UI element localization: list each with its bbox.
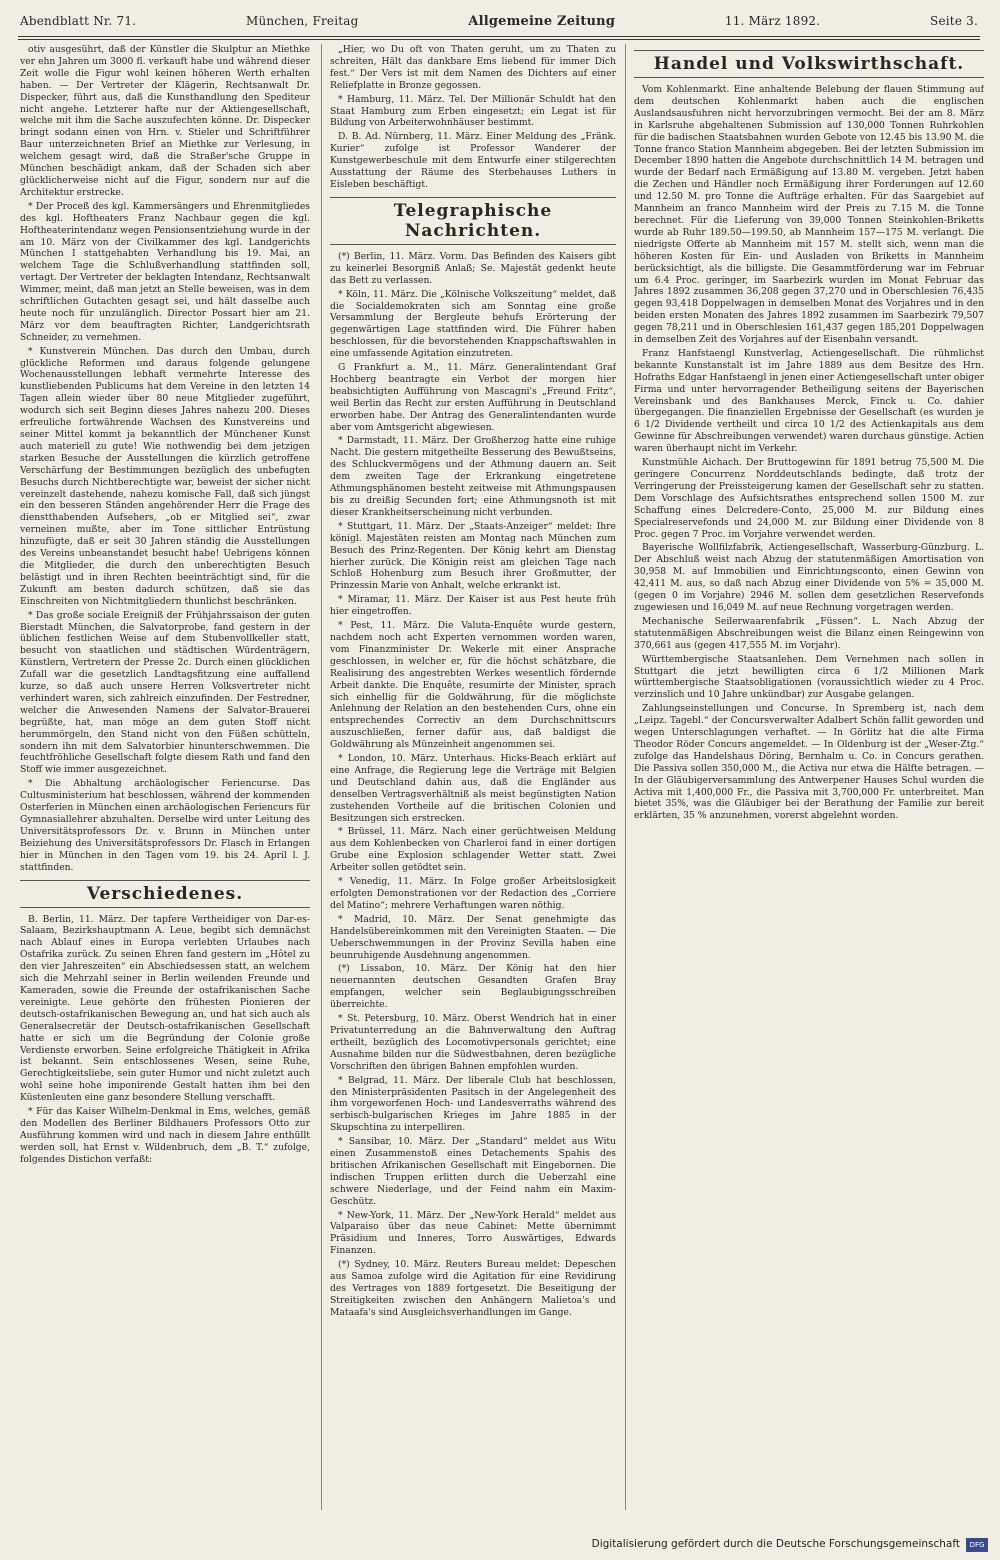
section-heading: Telegraphische Nachrichten. xyxy=(330,197,616,245)
column-divider xyxy=(321,44,322,1510)
header-rule-double xyxy=(18,39,980,40)
article-paragraph: * Sansibar, 10. März. Der „Standard“ meldet aus Witu einen Zusammenstoß eines Detachements Spahis des britischen Afrikanischen Gesellschaft mit Eingebornen. Die indischen Truppen erlitten durch die Ueberzahl eine schwere Niederlage, und der Feind nahm ein Maxim-Geschütz. xyxy=(330,1136,616,1207)
article-paragraph: „Hier, wo Du oft von Thaten geruht, um zu Thaten zu schreiten, Hält das dankbare Ems liebend für immer Dich fest.“ Der Vers ist mit dem Namen des Dichters auf einer Reliefplatte in Bronze gegossen. xyxy=(330,44,616,91)
article-paragraph: Kunstmühle Aichach. Der Bruttogewinn für 1891 betrug 75,500 M. Die geringere Concurrenz Norddeutschlands bedingte, daß trotz der Verringerung der Preissteigerung kamen der Gesellschaft sehr zu statten. Dem Vorschlage des Aufsichtsrathes entsprechend sollen 1500 M. zur Schaffung eines Delcredere-Conto, 25,000 M. zur Bildung eines Specialreservefonds und 24,000 M. zur Bildung einer Dividende von 8 Proc. gegen 7 Proc. im Vorjahre verwendet werden. xyxy=(634,457,984,540)
article-paragraph: Vom Kohlenmarkt. Eine anhaltende Belebung der flauen Stimmung auf dem deutschen Kohlenmarkt haben auch die englischen Auslandsausfuhren nicht hervorzubringen vermocht. Bei der am 8. März in Karlsruhe abgehaltenen Submission auf 130,000 Tonnen Ruhrkohlen für die badischen Staatsbahnen wurden Gebote von 12.45 bis 13.90 M. die Tonne franco Station Mannheim abgegeben. Bei der letzten Submission im December 1890 hatten die Angebote durchschnittlich 14 M. betragen und wurde der Bedarf nach Ermäßigung auf 13.80 M. vergeben. Jetzt haben die Zechen und Händler noch Ermäßigung ihrer Forderungen auf 12.60 und 12.50 M. pro Tonne die Aufträge erhalten. Für das Saargebiet auf Mannheim an franco Mannheim wird der Preis zu 7.15 M. die Tonne berechnet. Für die Lieferung von 39,000 Tonnen Steinkohlen-Briketts wurde ab Ruhr 189.50—199.50, ab Mannheim 157—175 M. verlangt. Die niedrigste Offerte ab Mannheim mit 157 M. stellt sich, wenn man die höheren Kosten für Ein- und Ausladen von Briketts in Mannheim berücksichtigt, als die billigste. Die Gesammtförderung war im Februar um 6.4 Proc. geringer, im Saarbezirk wurden im Monat Februar das Jahres 1892 zusammen 36,208 gegen 37,270 und in Oberschlesien 76,435 gegen 93,418 Doppelwagen in demselben Monat des Vorjahres und in den beiden ersten Monaten des Jahres 1892 zusammen im Saarbezirk 79,507 gegen 78,211 und in Oberschlesien 161,437 gegen 185,201 Doppelwagen in demselben Zeit des Vorjahres auf der Eisenbahn versandt. xyxy=(634,84,984,346)
issue-date: 11. März 1892. xyxy=(724,14,821,28)
article-paragraph: * Hamburg, 11. März. Tel. Der Millionär Schuldt hat den Staat Hamburg zum Erben eingesetzt; ein Legat ist für Bildung von Arbeiterwohnhäuser bestimmt. xyxy=(330,93,616,129)
article-paragraph: * Belgrad, 11. März. Der liberale Club hat beschlossen, den Ministerpräsidenten Pasitsch in der Angelegenheit des ihm vorgeworfenen Hoch- und Landesverraths während des serbisch-bulgarischen Krieges im Jahre 1885 in der Skupschtina zu interpelliren. xyxy=(330,1074,616,1134)
page-footer xyxy=(0,1530,1000,1560)
funding-credit: Digitalisierung gefördert durch die Deutsche Forschungsgemeinschaft xyxy=(591,1538,960,1550)
article-paragraph: * Die Abhaltung archäologischer Feriencurse. Das Cultusministerium hat beschlossen, während der kommenden Osterferien in München einen archäologischen Feriencurs für Gymnasiallehrer abzuhalten. Derselbe wird unter Leitung des Universitätsprofessors Dr. v. Brunn in München unter Beiziehung des Universitätsprofessors Dr. Flasch in Erlangen hier in München in den Tagen vom 19. bis 24. April l. J. stattfinden. xyxy=(20,778,310,873)
article-paragraph: Mechanische Seilerwaarenfabrik „Füssen“. L. Nach Abzug der statutenmäßigen Abschreibungen weist die Bilanz einen Reingewinn von 370,661 aus (gegen 417,555 M. im Vorjahr). xyxy=(634,615,984,651)
issue-number: Abendblatt Nr. 71. xyxy=(20,14,137,28)
article-paragraph: * Madrid, 10. März. Der Senat genehmigte das Handelsübereinkommen mit den Vereinigten Staaten. — Die Ueberschwemmungen in der Provinz Sevilla haben eine beunruhigende Ausdehnung angenommen. xyxy=(330,913,616,961)
masthead: Allgemeine Zeitung xyxy=(468,14,616,29)
section-heading: Verschiedenes. xyxy=(20,880,310,908)
article-paragraph: G Frankfurt a. M., 11. März. Generalintendant Graf Hochberg beantragte ein Verbot der morgen hier beabsichtigten Aufführung von Mascagni's „Freund Fritz“, weil Berlin das Recht zur ersten Aufführung in Deutschland erworben habe. Der Antrag des Generalintendanten wurde aber vom Amtsgericht abgewiesen. xyxy=(330,362,616,433)
article-paragraph: * Das große sociale Ereigniß der Frühjahrssaison der guten Bierstadt München, die Salvatorprobe, fand gestern in der üblichen festlichen Weise auf dem Stubenvollkeller statt, besucht von staatlichen und städtischen Würdenträgern, Künstlern, Vertretern der Presse 2c. Durch einen glücklichen Zufall war die gesetzlich Landtagsfitzung eine auffallend kurze, so daß auch unsere Herren Volksvertreter nicht verhindert waren, sich zahlreich einzufinden. Der Festredner, welcher die Anwesenden Namens der Salvator-Brauerei begrüßte, hat, man möge an dem guten Stoff nicht herummörgeln, den Stand nicht von den Füßen schütteln, sondern ihn mit dem Salvatorbier hinunterschwemmen. Die feuchtfröhliche Gesellschaft folgte diesem Rath und fand den Stoff wie immer ausgezeichnet. xyxy=(20,609,310,776)
article-paragraph: * Kunstverein München. Das durch den Umbau, durch glückliche Reformen und daraus folgende gelungene Wochenausstellungen lebhaft vermehrte Interesse des kunstliebenden Publicums hat dem Vereine in den letzten 14 Tagen allein wieder über 80 neue Mitglieder zugeführt, wodurch sich seit Beginn dieses Jahres nahezu 200. Dieses erfreuliche fortwährende Wachsen des Kunstvereins und seiner Mittel kommt ja bekanntlich der Münchener Kunst auch materiell zu gute! Wie nothwendig bei dem jetzigen starken Besuche der Ausstellungen die kürzlich getroffene Verschärfung der Bestimmungen bezüglich des unbefugten Besuchs durch Nichtberechtigte war, beweist der sicher nicht vereinzelt dastehende, nahezu komische Fall, daß sich jüngst ein den besseren Ständen angehörender Herr die Frage des dienstthabenden Aufsehers, „ob er Mitglied sei“, zwar verneinen mußte, aber im Tone sittlicher Entrüstung hinzufügte, daß er seit 30 Jahren ständig die Ausstellungen des Vereins unbeanstandet besucht habe! Uebrigens können die Mitglieder, die durch den unberechtigten Besuch belästigt und in ihren Rechten beeinträchtigt sind, für die Zukunft am besten dadurch schützen, daß sie das Einschreiten von Nichtmitgliedern thunlichst beschränken. xyxy=(20,345,310,607)
column-1 xyxy=(20,44,310,1510)
page-number: Seite 3. xyxy=(930,14,978,28)
article-paragraph: Franz Hanfstaengl Kunstverlag, Actiengesellschaft. Die rühmlichst bekannte Kunstanstalt ist im Jahre 1889 aus dem Besitze des Hrn. Hofraths Edgar Hanfstaengl in jenen einer Actiengesellschaft unter obiger Firma und unter hervorragender Betheiligung seitens der Bayerischen Vereinsbank und des Bankhauses Merck, Finck u. Co. dahier übergegangen. Die finanziellen Ergebnisse der Gesellschaft (es wurden je 6 1/2 Dividende vertheilt und circa 10 1/2 des Actienkapitals aus dem Gewinne für Abschreibungen verwendet) waren durchaus günstige. Actien waren überhaupt nicht im Verkehr. xyxy=(634,347,984,455)
header-rule xyxy=(18,36,980,37)
article-paragraph: * Darmstadt, 11. März. Der Großherzog hatte eine ruhige Nacht. Die gestern mitgetheilte Besserung des Bewußtseins, des Schluckvermögens und der Athmung dauern an. Seit dem zweiten Tage der Erkrankung eingetretene Athmungsphänomen besteht zeitweise mit Athmungspausen bis zu dreißig Secunden fort; eine Athmungsnoth ist mit dieser Krankheitserscheinung nicht verbunden. xyxy=(330,435,616,518)
article-paragraph: B. Berlin, 11. März. Der tapfere Vertheidiger von Dar-es-Salaam, Bezirkshauptmann A. Leue, begibt sich demnächst nach Ablauf eines in Europa verlebten Urlaubes nach Ostafrika zurück. Zu seinen Ehren fand gestern im „Hôtel zu den vier Jahreszeiten“ ein Abschiedsessen statt, an welchem sich die Mehrzahl seiner in Berlin weilenden Freunde und Kameraden, sowie die Freunde der ostafrikanischen Sache vereinigte. Leue gehörte den frühesten Pionieren der deutsch-ostafrikanischen Bewegung an, und hat sich auch als Generalsecretär der Deutsch-ostafrikanischen Gesellschaft hatte er sich um die Begründung der Colonie große Verdienste erworben. Seine erfolgreiche Thätigkeit in Afrika ist bekannt. Sein entschlossenes Wesen, seine Ruhe, Gerechtigkeitsliebe, sein guter Humor und nicht zuletzt auch wohl seine hohe imponirende Gestalt hatten ihm bei den Küstenleuten eine ganz besondere Stellung verschafft. xyxy=(20,913,310,1104)
article-paragraph: * Der Proceß des kgl. Kammersängers und Ehrenmitgliedes des kgl. Hoftheaters Franz Nachbaur gegen die kgl. Hoftheaterintendanz wegen Pensionsentziehung wurde in der am 10. März von der Civilkammer des kgl. Landgerichts München I stattgehabten Verhandlung bis 19. Mai, an welchem Tage die Schlußverhandlung stattfinden soll, vertagt. Der Vertreter der beklagten Intendanz, Rechtsanwalt Wimmer, meint, daß man jetzt an Stelle beweisen, was in dem schriftlichen Gutachten gesagt sei, und hält dasselbe auch heute noch für unzulänglich. Director Possart hier am 21. März vor dem beauftragten Richter, Landgerichtsrath Schneider, zu vernehmen. xyxy=(20,200,310,343)
section-heading: Handel und Volkswirthschaft. xyxy=(634,50,984,78)
article-paragraph: * Köln, 11. März. Die „Kölnische Volkszeitung“ meldet, daß die Socialdemokraten sich am Sonntag eine große Versammlung der Bergleute behufs Erörterung der gegenwärtigen Lage stattfinden wird. Die Führer haben beschlossen, für die bevorstehenden Knappschaftswahlen in eine umfassende Agitation einzutreten. xyxy=(330,288,616,360)
article-paragraph: Bayerische Wollfilzfabrik, Actiengesellschaft, Wasserburg-Günzburg. L. Der Abschluß weist nach Abzug der statutenmäßigen Amortisation von 30,958 M. auf Immobilien und Einrichtungsconto, einen Gewinn von 42,411 M. aus, so daß nach Abzug einer Dividende von 5% = 35,000 M. (gegen 0 im Vorjahre) 2946 M. sollen dem gesetzlichen Reservefonds zugewiesen und 16,049 M. auf neue Rechnung vorgetragen werden. xyxy=(634,542,984,613)
page-header xyxy=(20,14,978,34)
column-divider xyxy=(625,44,626,1510)
article-paragraph: (*) Berlin, 11. März. Vorm. Das Befinden des Kaisers gibt zu keinerlei Besorgniß Anlaß; Se. Majestät gedenkt heute das Bett zu verlassen. xyxy=(330,250,616,286)
dfg-logo: DFG xyxy=(966,1538,988,1552)
article-paragraph: * Miramar, 11. März. Der Kaiser ist aus Pest heute früh hier eingetroffen. xyxy=(330,594,616,618)
article-paragraph: D. B. Ad. Nürnberg, 11. März. Einer Meldung des „Fränk. Kurier“ zufolge ist Professor Wanderer der Kunstgewerbeschule mit dem Entwurfe einer stilgerechten Ausstattung der Räume des Sterbehauses Luthers in Eisleben beschäftigt. xyxy=(330,131,616,190)
article-paragraph: * St. Petersburg, 10. März. Oberst Wendrich hat in einer Privatunterredung an die Bahnverwaltung den Auftrag ertheilt, bezüglich des Locomotivpersonals gerichtet; eine Ausnahme bilden nur die Südwestbahnen, deren bezügliche Vorschriften den übrigen Bahnen empfohlen wurden. xyxy=(330,1013,616,1072)
article-paragraph: (*) Sydney, 10. März. Reuters Bureau meldet: Depeschen aus Samoa zufolge wird die Agitation für eine Revidirung des Vertrages von 1889 fortgesetzt. Die Beseitigung der Streitigkeiten zwischen den Anhängern Malietoa's und Mataafa's sind Ausgleichsverhandlungen im Gange. xyxy=(330,1259,616,1318)
article-paragraph: otiv ausgesührt, daß der Künstler die Skulptur an Miethke ver ehn Jahren um 3000 fl. verkauft habe und während dieser Zeit wolle die Figur wohl keinen höheren Werth erhalten haben. — Der Vertreter der Klägerin, Rechtsanwalt Dr. Dispecker, führt aus, daß die Kunsthandlung den Spediteur nicht angehe. Letzterer hafte nur der Aktiengesellschaft, welche mit ihm die Sache auszufechten könne. Dr. Dispecker bringt sodann einen von Hrn. v. Stieler und Schriftführer Baur unterzeichneten Brief an Miethke zur Verlesung, in welchem gesagt wird, daß die Straßer'sche Gruppe in München beschädigt ankam, daß der Schaden sich aber glücklicherweise nicht auf die Figur, sondern nur auf die Architektur erstrecke. xyxy=(20,44,310,198)
article-paragraph: * Venedig, 11. März. In Folge großer Arbeitslosigkeit erfolgten Demonstrationen vor der Redaction des „Corriere del Matino“; mehrere Verhaftungen waren nöthig. xyxy=(330,876,616,911)
article-paragraph: Zahlungseinstellungen und Concurse. In Spremberg ist, nach dem „Leipz. Tagebl.“ der Concursverwalter Adalbert Schön fallit geworden und wegen Unterschlagungen verhaftet. — In Görlitz hat die alte Firma Theodor Röder Concurs angemeldet. — In Oldenburg ist der „Weser-Ztg.“ zufolge das Handelshaus Döring, Bernhalm u. Co. in Concurs gerathen. Die Passiva sollen 350,000 M., die Activa nur etwa die Hälfte betragen. — In der Gläubigerversammlung des Antwerpener Hauses Schul wurden die Activa mit 1,400,000 Fr., die Passiva mit 3,700,000 Fr. unterbreitet. Man bietet 35%, was die Gläubiger bei der Berathung der Familie zur bereit erklärten, 35 % anzunehmen, vorerst abgelehnt worden. xyxy=(634,703,984,822)
article-paragraph: * Pest, 11. März. Die Valuta-Enquête wurde gestern, nachdem noch acht Experten vernommen worden waren, vom Finanzminister Dr. Wekerle mit einer Ansprache geschlossen, in welcher er, für die höchst schätzbare, die Realisirung des angestrebten Werkes wesentlich fördernde Arbeit dankte. Die Enquête, resumirte der Minister, sprach sich einhellig für die Goldwährung, für die möglichste Anlehnung der Relation an den bestehenden Curs, ohne ein entsprechendes Correctiv an dem Durchschnittscurs auszuschließen, ferner dafür aus, daß baldigst die Goldwährung als Münzeinheit angenommen sei. xyxy=(330,620,616,751)
article-paragraph: Württembergische Staatsanlehen. Dem Vernehmen nach sollen in Stuttgart die jetzt bewilligten circa 6 1/2 Millionen Mark württembergische Staatsobligationen (voraussichtlich wieder zu 4 Proc. verzinslich und 10 Jahre unkündbar) zur Ausgabe gelangen. xyxy=(634,653,984,701)
article-paragraph: * Für das Kaiser Wilhelm-Denkmal in Ems, welches, gemäß den Modellen des Berliner Bildhauers Professors Otto zur Ausführung kommen wird und nach in diesem Jahre enthüllt werden soll, hat Ernst v. Wildenbruch, dem „B. T.“ zufolge, folgendes Distichon verfaßt: xyxy=(20,1106,310,1165)
column-3 xyxy=(634,44,984,1510)
column-2 xyxy=(330,44,616,1510)
place-day: München, Freitag xyxy=(246,14,359,28)
article-paragraph: * New-York, 11. März. Der „New-York Herald“ meldet aus Valparaiso über das neue Cabinet: Mette übernimmt Präsidium und Inneres, Torro Auswärtiges, Edwards Finanzen. xyxy=(330,1209,616,1257)
article-paragraph: * Brüssel, 11. März. Nach einer gerüchtweisen Meldung aus dem Kohlenbecken von Charleroi fand in einer dortigen Grube eine Explosion schlagender Wetter statt. Zwei Arbeiter sollen getödtet sein. xyxy=(330,826,616,874)
article-paragraph: * London, 10. März. Unterhaus. Hicks-Beach erklärt auf eine Anfrage, die Regierung lege die Verträge mit Belgien und Deutschland dahin aus, daß die Engländer aus denselben Vertragsverhältniß als meist begünstigten Nation zustehenden Vortheile auf die britischen Colonien und Besitzungen sich erstrecken. xyxy=(330,753,616,824)
article-paragraph: (*) Lissabon, 10. März. Der König hat den hier neuernannten deutschen Gesandten Grafen Bray empfangen, welcher sein Beglaubigungsschreiben überreichte. xyxy=(330,963,616,1011)
article-paragraph: * Stuttgart, 11. März. Der „Staats-Anzeiger“ meldet: Ihre königl. Majestäten reisten am Montag nach München zum Besuch des Prinz-Regenten. Der König kehrt am Dienstag hierher zurück. Die Königin reist am gleichen Tage nach Schloß Hohenburg zum Besuch ihrer Großmutter, der Prinzessin Marie von Anhalt, welche erkrankt ist. xyxy=(330,520,616,592)
